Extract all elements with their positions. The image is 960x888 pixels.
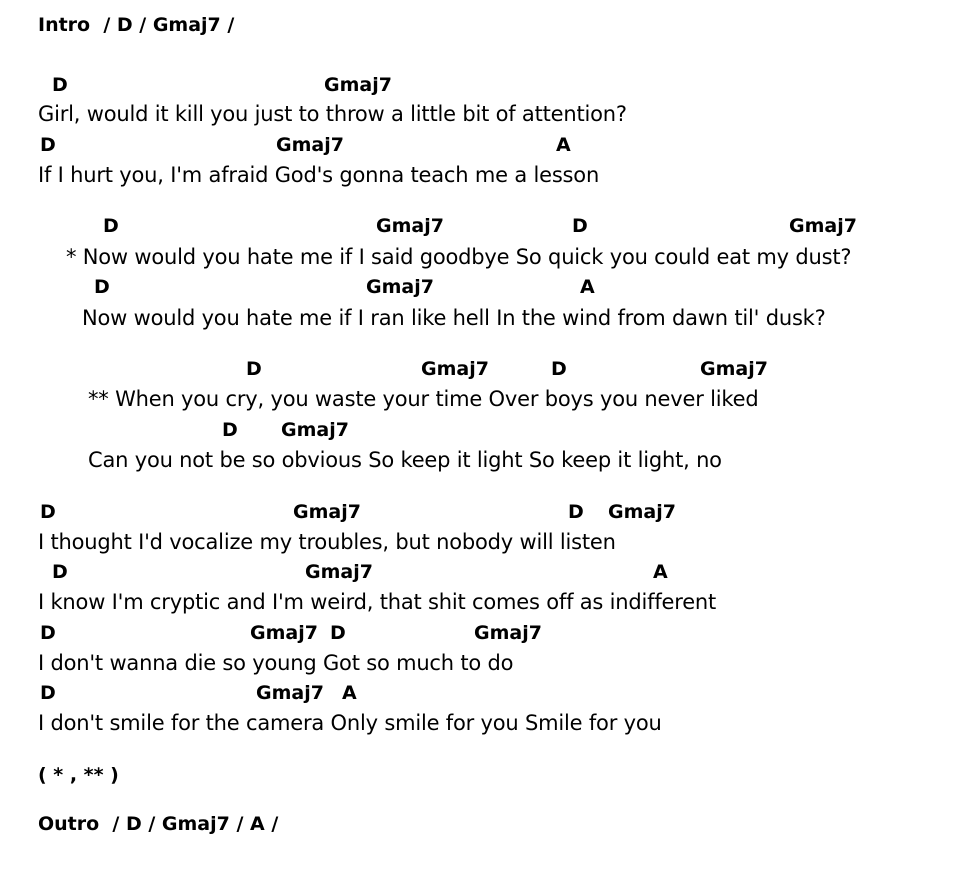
verse1-chord-row-1: [0, 76, 960, 96]
chorus-lyric-1: ** When you cry, you waste your time Over boys you never liked: [88, 387, 759, 411]
chord: D: [103, 215, 119, 237]
prechorus-chord-row-2: [0, 278, 960, 298]
chord: D: [551, 358, 567, 380]
verse1-lyric-1: Girl, would it kill you just to throw a little bit of attention?: [38, 102, 627, 126]
chord: Gmaj7: [376, 215, 444, 237]
chord: Gmaj7: [421, 358, 489, 380]
verse2-chord-row-1: [0, 503, 960, 523]
verse2-lyric-1: I thought I'd vocalize my troubles, but nobody will listen: [38, 530, 616, 554]
chord: Gmaj7: [474, 622, 542, 644]
chord: Gmaj7: [608, 501, 676, 523]
chord: Gmaj7: [366, 276, 434, 298]
chord: Gmaj7: [293, 501, 361, 523]
chorus-chord-row-1: [0, 360, 960, 380]
prechorus-lyric-1: * Now would you hate me if I said goodbye So quick you could eat my dust?: [66, 245, 852, 269]
chord: D: [222, 419, 238, 441]
chord: D: [246, 358, 262, 380]
verse2-chord-row-3: [0, 624, 960, 644]
verse1-chord-row-2: [0, 136, 960, 156]
chord: D: [40, 134, 56, 156]
chord: D: [330, 622, 346, 644]
chord: Gmaj7: [276, 134, 344, 156]
chord: D: [40, 682, 56, 704]
chord: D: [572, 215, 588, 237]
chorus-lyric-2: Can you not be so obvious So keep it light So keep it light, no: [88, 448, 722, 472]
chord: Gmaj7: [700, 358, 768, 380]
chord: Gmaj7: [789, 215, 857, 237]
chord: D: [52, 74, 68, 96]
chord: A: [342, 682, 357, 704]
chord: D: [94, 276, 110, 298]
chord: A: [653, 561, 668, 583]
chorus-chord-row-2: [0, 421, 960, 441]
chord: D: [568, 501, 584, 523]
chord: D: [40, 622, 56, 644]
chord: Gmaj7: [324, 74, 392, 96]
verse2-chord-row-2: [0, 563, 960, 583]
verse2-chord-row-4: [0, 684, 960, 704]
chord: D: [40, 501, 56, 523]
chord: Gmaj7: [250, 622, 318, 644]
prechorus-lyric-2: Now would you hate me if I ran like hell In the wind from dawn til' dusk?: [82, 306, 826, 330]
intro-line: Intro / D / Gmaj7 /: [38, 14, 235, 36]
chord: Gmaj7: [256, 682, 324, 704]
verse2-lyric-2: I know I'm cryptic and I'm weird, that shit comes off as indifferent: [38, 590, 717, 614]
verse1-lyric-2: If I hurt you, I'm afraid God's gonna teach me a lesson: [38, 163, 600, 187]
chord: D: [52, 561, 68, 583]
chord: Gmaj7: [281, 419, 349, 441]
repeat-marker: ( * , ** ): [38, 764, 119, 786]
verse2-lyric-4: I don't smile for the camera Only smile for you Smile for you: [38, 711, 662, 735]
chord: A: [556, 134, 571, 156]
verse2-lyric-3: I don't wanna die so young Got so much to do: [38, 651, 514, 675]
outro-line: Outro / D / Gmaj7 / A /: [38, 813, 279, 835]
chord: A: [580, 276, 595, 298]
prechorus-chord-row-1: [0, 217, 960, 237]
chord: Gmaj7: [305, 561, 373, 583]
